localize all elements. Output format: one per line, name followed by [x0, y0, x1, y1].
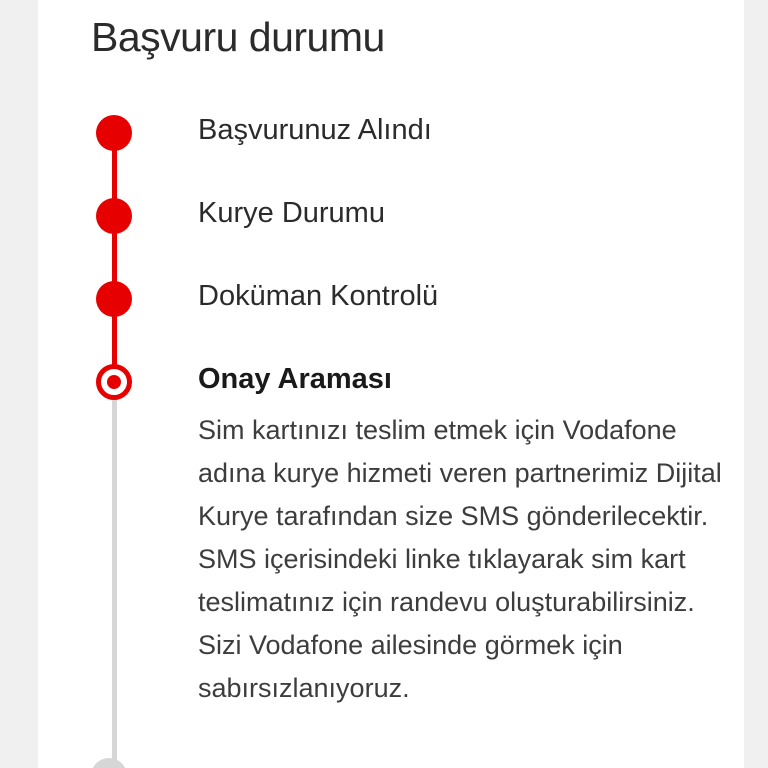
- page-title: Başvuru durumu: [91, 14, 385, 60]
- timeline-step-3[interactable]: [91, 276, 731, 359]
- timeline-dot-pending-icon: [91, 758, 127, 768]
- timeline-dot-completed-icon: [96, 281, 132, 317]
- timeline-step-2[interactable]: [91, 193, 731, 276]
- timeline-step-label: Doküman Kontrolü: [198, 280, 439, 312]
- timeline-dot-current-icon: [96, 364, 132, 400]
- timeline-step-description: Sim kartınızı teslim etmek için Vodafone adına kurye hizmeti veren partnerimiz Dijital Kurye tarafından size SMS gönderilecektir. SMS içerisindeki linke tıklayarak sim kart teslimatınız için randevu oluşturabilirsiniz. Sizi Vodafone ailesinde görmek için sabırsızlanıyoruz.: [198, 415, 722, 703]
- timeline-dot-completed-icon: [96, 115, 132, 151]
- application-status-timeline: [91, 110, 731, 739]
- timeline-step-label-current: Onay Araması: [198, 363, 392, 395]
- timeline-step-4[interactable]: [91, 359, 731, 739]
- status-card: [38, 0, 744, 768]
- timeline-dot-completed-icon: [96, 198, 132, 234]
- timeline-step-label: Kurye Durumu: [198, 197, 385, 229]
- timeline-step-1[interactable]: [91, 110, 731, 193]
- timeline-step-label: Başvurunuz Alındı: [198, 114, 432, 146]
